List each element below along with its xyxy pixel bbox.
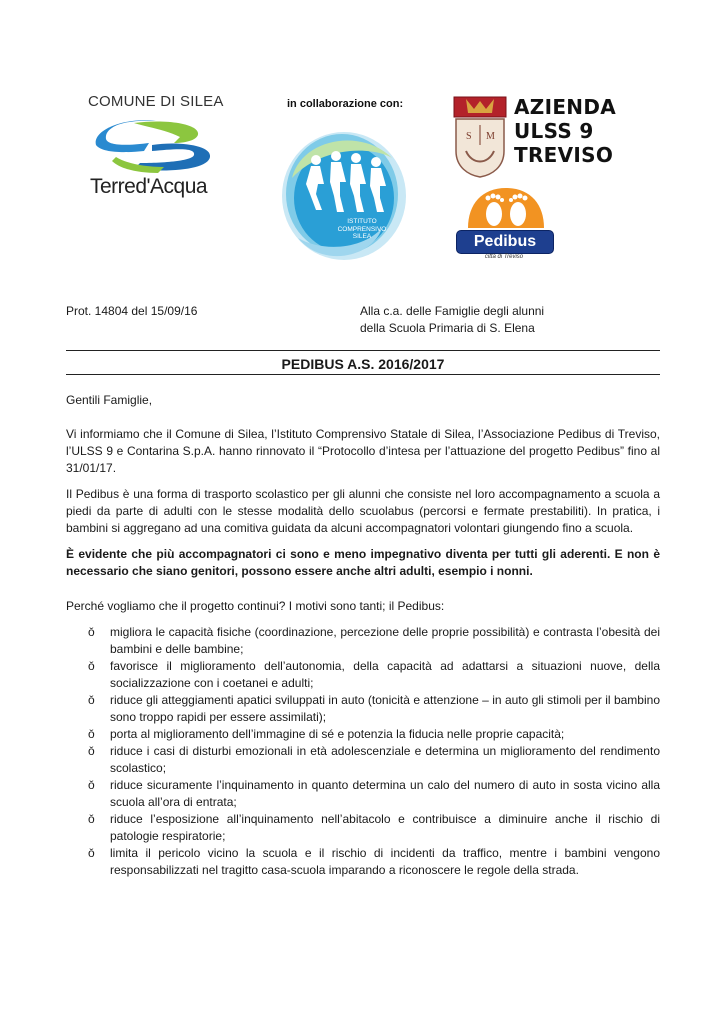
bullet: ǒ: [88, 727, 95, 741]
list-item: [88, 845, 660, 879]
list-item: [88, 624, 660, 658]
greeting: Gentili Famiglie,: [66, 393, 153, 407]
list-item-text: riduce i casi di disturbi emozionali in età adolescenziale e determina un miglioramento del rendimento scolastico;: [110, 744, 660, 775]
ulss-label: [514, 95, 616, 167]
list-item-text: riduce sicuramente l’inquinamento in quanto determina un calo del numero di auto in sosta vicino alla scuola all’ora di entrata;: [110, 778, 660, 809]
protocol-number: Prot. 14804 del 15/09/16: [66, 304, 198, 318]
paragraph-protocol: Vi informiamo che il Comune di Silea, l’Istituto Comprensivo Statale di Silea, l’Associazione Pedibus di Treviso, l’ULSS 9 e Contarina S.p.A. hanno rinnovato il “Protocollo d’intesa per l’attuazione del progetto Pedibus” fino al 31/01/17.: [66, 427, 660, 475]
paragraph-description: Il Pedibus è una forma di trasporto scolastico per gli alunni che consiste nel loro accompagnamento a scuola a piedi da parte di adulti con le stesse modalità dello scuolabus (percorsi e fermate prestabiliti). In pratica, i bambini si aggregano ad una comitiva guidata da alcuni accompagnatori volontari giungendo fino a scuola.: [66, 487, 660, 535]
recipient-address: [360, 303, 544, 337]
logo-azienda-ulss: [452, 95, 617, 180]
list-item: [88, 777, 660, 811]
bullet: ǒ: [88, 659, 95, 673]
silea-brand: [90, 175, 207, 199]
istituto-line-3: SILEA: [352, 233, 372, 240]
bullet: ǒ: [88, 625, 95, 639]
list-item: [88, 811, 660, 845]
title-rule-top: [66, 350, 660, 351]
ulss-crest-icon: [452, 95, 508, 179]
silea-name: COMUNE DI SILEA: [88, 93, 224, 110]
list-item-text: limita il pericolo vicino la scuola e il rischio di incidenti da traffico, mentre i bambini vengono responsabilizzati nel tragitto casa-scuola imparando a riconoscere le regole della strada.: [110, 846, 660, 877]
list-item-text: migliora le capacità fisiche (coordinazione, percezione delle proprie possibilità) e contrasta l’obesità dei bambini e delle bambine;: [110, 625, 660, 656]
logo-pedibus: [452, 182, 562, 272]
list-item-text: porta al miglioramento dell’immagine di sé e potenzia la fiducia nelle proprie capacità;: [110, 727, 565, 741]
benefits-list: [88, 624, 660, 879]
footprints-icon: [462, 182, 550, 234]
list-item-text: riduce gli atteggiamenti apatici sviluppati in auto (tonicità e attenzione – in auto gli stimoli per il bambino sono troppo rapidi per essere assimilati);: [110, 693, 660, 724]
svg-text:S: S: [466, 131, 472, 142]
logo-comune-silea: [88, 93, 223, 213]
svg-text:M: M: [486, 131, 495, 142]
ulss-line-2: ULSS 9: [514, 119, 594, 143]
address-line-1: Alla c.a. delle Famiglie degli alunni: [360, 304, 545, 318]
document-title: PEDIBUS A.S. 2016/2017: [281, 356, 445, 372]
istituto-line-2: COMPRENSIVO: [337, 225, 387, 233]
address-line-2: della Scuola Primaria di S. Elena: [360, 321, 535, 335]
istituto-label: [330, 218, 394, 241]
pedibus-wordmark: Pedibus: [456, 230, 554, 254]
bullet: ǒ: [88, 778, 95, 792]
list-item: [88, 743, 660, 777]
title-rule-bottom: [66, 374, 660, 375]
list-item: [88, 692, 660, 726]
bullet: ǒ: [88, 846, 95, 860]
bullet: ǒ: [88, 693, 95, 707]
list-item-text: riduce l’esposizione all’inquinamento nell’abitacolo e contribuisce a diminuire anche il rischio di patologie respiratorie;: [110, 812, 660, 843]
collab-label: in collaborazione con:: [287, 98, 404, 110]
paragraph-volunteers: È evidente che più accompagnatori ci sono e meno impegnativo diventa per tutti gli aderenti. E non è necessario che siano genitori, possono essere anche altri adulti, esempio i nonni.: [66, 547, 660, 578]
silea-swirl-icon: [94, 117, 214, 175]
istituto-line-1: ISTITUTO: [347, 218, 377, 225]
ulss-line-1: AZIENDA: [514, 95, 617, 119]
list-item: [88, 658, 660, 692]
ulss-line-3: TREVISO: [514, 143, 614, 167]
bullet: ǒ: [88, 744, 95, 758]
running-children-icon: [302, 150, 392, 214]
pedibus-subtitle: città di Treviso: [484, 254, 524, 260]
logo-istituto-comprensivo: [272, 118, 412, 268]
paragraph-reasons-intro: Perché vogliamo che il progetto continui? I motivi sono tanti; il Pedibus:: [66, 599, 445, 613]
bullet: ǒ: [88, 812, 95, 826]
silea-brand-a: Terre: [90, 175, 136, 198]
list-item: [88, 726, 660, 743]
list-item-text: favorisce il miglioramento dell’autonomia, della capacità ad adattarsi a situazioni nuove, della socializzazione con i coetanei e adulti;: [110, 659, 660, 690]
silea-brand-b: d'Acqua: [135, 175, 208, 198]
